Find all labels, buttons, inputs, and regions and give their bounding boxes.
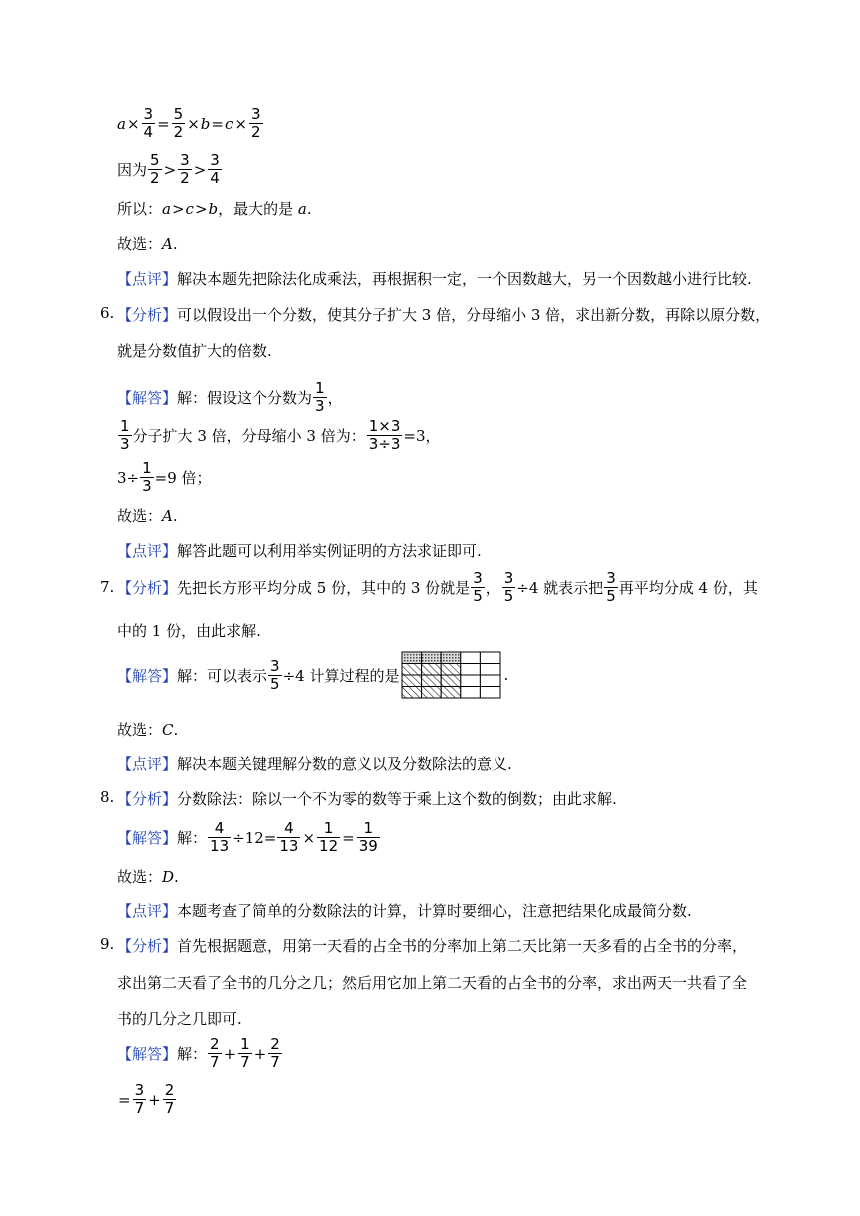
q9-analysis-line1: 【分析】 首先根据题意，用第一天看的占全书的分率加上第二天比第一天多看的占全书的分率， [117, 937, 748, 955]
rectangle-grid-figure [401, 651, 501, 699]
comment-tag: 【点评】 [117, 270, 178, 288]
grid-cell [402, 675, 422, 687]
grid-cell [481, 652, 501, 664]
var-a: a [117, 114, 126, 133]
s5-choice: 故选： A . [117, 234, 178, 253]
grid-cell [422, 687, 442, 699]
s5-because: 因为 $\frac{5}{2}$ > $\frac{3}{2}$ > $\frac{3}{4}$ [117, 151, 220, 187]
q7-choice: 故选： C . [117, 720, 179, 739]
s5-equation [117, 106, 264, 141]
q7-analysis-line2: 中的 1 份，由此求解. [117, 622, 261, 640]
q9-answer-line1: 【解答】 解： $\frac{2}{7}$ + $\frac{1}{7}$ + $\frac{2}{7}$ [117, 1035, 280, 1071]
fraction: $\frac{2}{7}$ [270, 1035, 280, 1071]
q8-analysis: 【分析】 分数除法：除以一个不为零的数等于乘上这个数的倒数；由此求解. [117, 790, 617, 808]
grid-cell [442, 675, 462, 687]
fraction: $\frac{4}{13}$ [210, 819, 230, 855]
q6-answer-line1: 【解答】 解：假设这个分数为 $\frac{1}{3}$ ， [117, 379, 343, 415]
grid-cell [481, 675, 501, 687]
question-number: 8. [100, 788, 115, 806]
q8-comment: 【点评】 本题考查了简单的分数除法的计算，计算时要细心，注意把结果化成最简分数. [117, 902, 692, 920]
q8-answer: 【解答】 解： $\frac{4}{13}$ ÷12= $\frac{4}{13}$ × $\frac{1}{12}$ = $\frac{1}{39}$ [117, 819, 378, 855]
grid-cell [461, 675, 481, 687]
fraction: $\frac{3}{2}$ [250, 105, 261, 141]
q6-answer-line3: 3÷ $\frac{1}{3}$ =9 倍； [117, 459, 212, 495]
fraction: $\frac{5}{2}$ [173, 105, 184, 141]
equals-sign: = [211, 114, 224, 133]
fraction: $\frac{1}{3}$ [315, 379, 325, 415]
grid-cell [402, 652, 422, 664]
q6-answer-line2: $\frac{1}{3}$ 分子扩大 3 倍，分母缩小 3 倍为： $\frac{1\times 3}{3\div 3}$ =3， [120, 417, 441, 453]
var-c: c [224, 114, 234, 133]
q6-analysis-line2: 就是分数值扩大的倍数. [117, 342, 272, 360]
q6-analysis-line1: 【分析】 可以假设出一个分数，使其分子扩大 3 倍，分母缩小 3 倍，求出新分数，再除以原分数， [117, 306, 771, 324]
grid-cell [481, 664, 501, 676]
analysis-tag: 【分析】 [117, 790, 178, 808]
fraction: $\frac{1}{3}$ [120, 417, 130, 453]
times-sign: × [234, 114, 247, 133]
q7-analysis-line1: 【分析】 先把长方形平均分成 5 份，其中的 3 份就是 $\frac{3}{5}$ ， $\frac{3}{5}$ ÷4 就表示把 $\frac{3}{5}$ 再平均分成 4 份，其 [117, 569, 758, 605]
q7-answer: 【解答】 解：可以表示 $\frac{3}{5}$ ÷4 计算过程的是 . [117, 651, 508, 699]
fraction: $\frac{2}{7}$ [210, 1035, 220, 1071]
fraction: $\frac{3}{4}$ [210, 151, 220, 187]
grid-cell [442, 687, 462, 699]
times-sign: × [126, 114, 140, 133]
s5-so: 所以： a > c > b ，最大的是 a . [117, 199, 312, 218]
fraction: $\frac{4}{13}$ [279, 819, 299, 855]
fraction: $\frac{3}{7}$ [134, 1081, 145, 1117]
times-sign: × [187, 114, 200, 133]
q9-answer-line2: = $\frac{3}{7}$ + $\frac{2}{7}$ [118, 1081, 175, 1117]
answer-tag: 【解答】 [117, 666, 178, 685]
grid-cell [461, 687, 481, 699]
fraction: $\frac{1\times 3}{3\div 3}$ [368, 417, 401, 453]
grid-cell [422, 675, 442, 687]
grid-cell [402, 664, 422, 676]
fraction: $\frac{3}{5}$ [606, 569, 616, 605]
answer-tag: 【解答】 [117, 829, 178, 847]
grid-cell [442, 652, 462, 664]
q7-comment: 【点评】 解决本题关键理解分数的意义以及分数除法的意义. [117, 755, 512, 773]
fraction: $\frac{3}{4}$ [143, 105, 154, 141]
comment-tag: 【点评】 [117, 755, 178, 773]
question-number: 6. [100, 304, 115, 322]
question-number: 9. [100, 935, 115, 953]
grid-cell [402, 687, 422, 699]
q9-analysis-line2: 求出第二天看了全书的几分之几；然后用它加上第二天看的占全书的分率，求出两天一共看了全 [117, 974, 748, 992]
fraction: $\frac{1}{7}$ [240, 1035, 250, 1071]
comment-tag: 【点评】 [117, 542, 178, 560]
fraction: $\frac{5}{2}$ [150, 151, 160, 187]
analysis-tag: 【分析】 [117, 579, 178, 597]
fraction: $\frac{2}{7}$ [164, 1081, 175, 1117]
grid-cell [442, 664, 462, 676]
grid-cell [422, 652, 442, 664]
fraction: $\frac{1}{12}$ [319, 819, 339, 855]
analysis-tag: 【分析】 [117, 306, 178, 324]
var-b: b [200, 114, 211, 133]
grid-cell [461, 664, 481, 676]
answer-tag: 【解答】 [117, 1045, 178, 1063]
grid-cell [461, 652, 481, 664]
question-number: 7. [100, 578, 115, 596]
grid-cell [481, 687, 501, 699]
q8-choice: 故选： D . [117, 867, 179, 886]
answer-tag: 【解答】 [117, 389, 178, 407]
analysis-tag: 【分析】 [117, 937, 178, 955]
q6-choice: 故选： A . [117, 506, 178, 525]
grid-cell [422, 664, 442, 676]
fraction: $\frac{3}{5}$ [503, 569, 514, 605]
equals-sign: = [157, 114, 170, 133]
fraction: $\frac{3}{2}$ [180, 151, 190, 187]
fraction: $\frac{3}{5}$ [270, 656, 280, 693]
fraction: $\frac{3}{5}$ [473, 569, 483, 605]
fraction: $\frac{1}{39}$ [358, 819, 378, 855]
comment-tag: 【点评】 [117, 902, 178, 920]
s5-comment: 【点评】 解决本题先把除法化成乘法，再根据积一定，一个因数越大，另一个因数越小进行比较. [117, 270, 752, 288]
fraction: $\frac{1}{3}$ [142, 459, 152, 495]
q9-analysis-line3: 书的几分之几即可. [117, 1010, 242, 1028]
q6-comment: 【点评】 解答此题可以利用举实例证明的方法求证即可. [117, 542, 482, 560]
